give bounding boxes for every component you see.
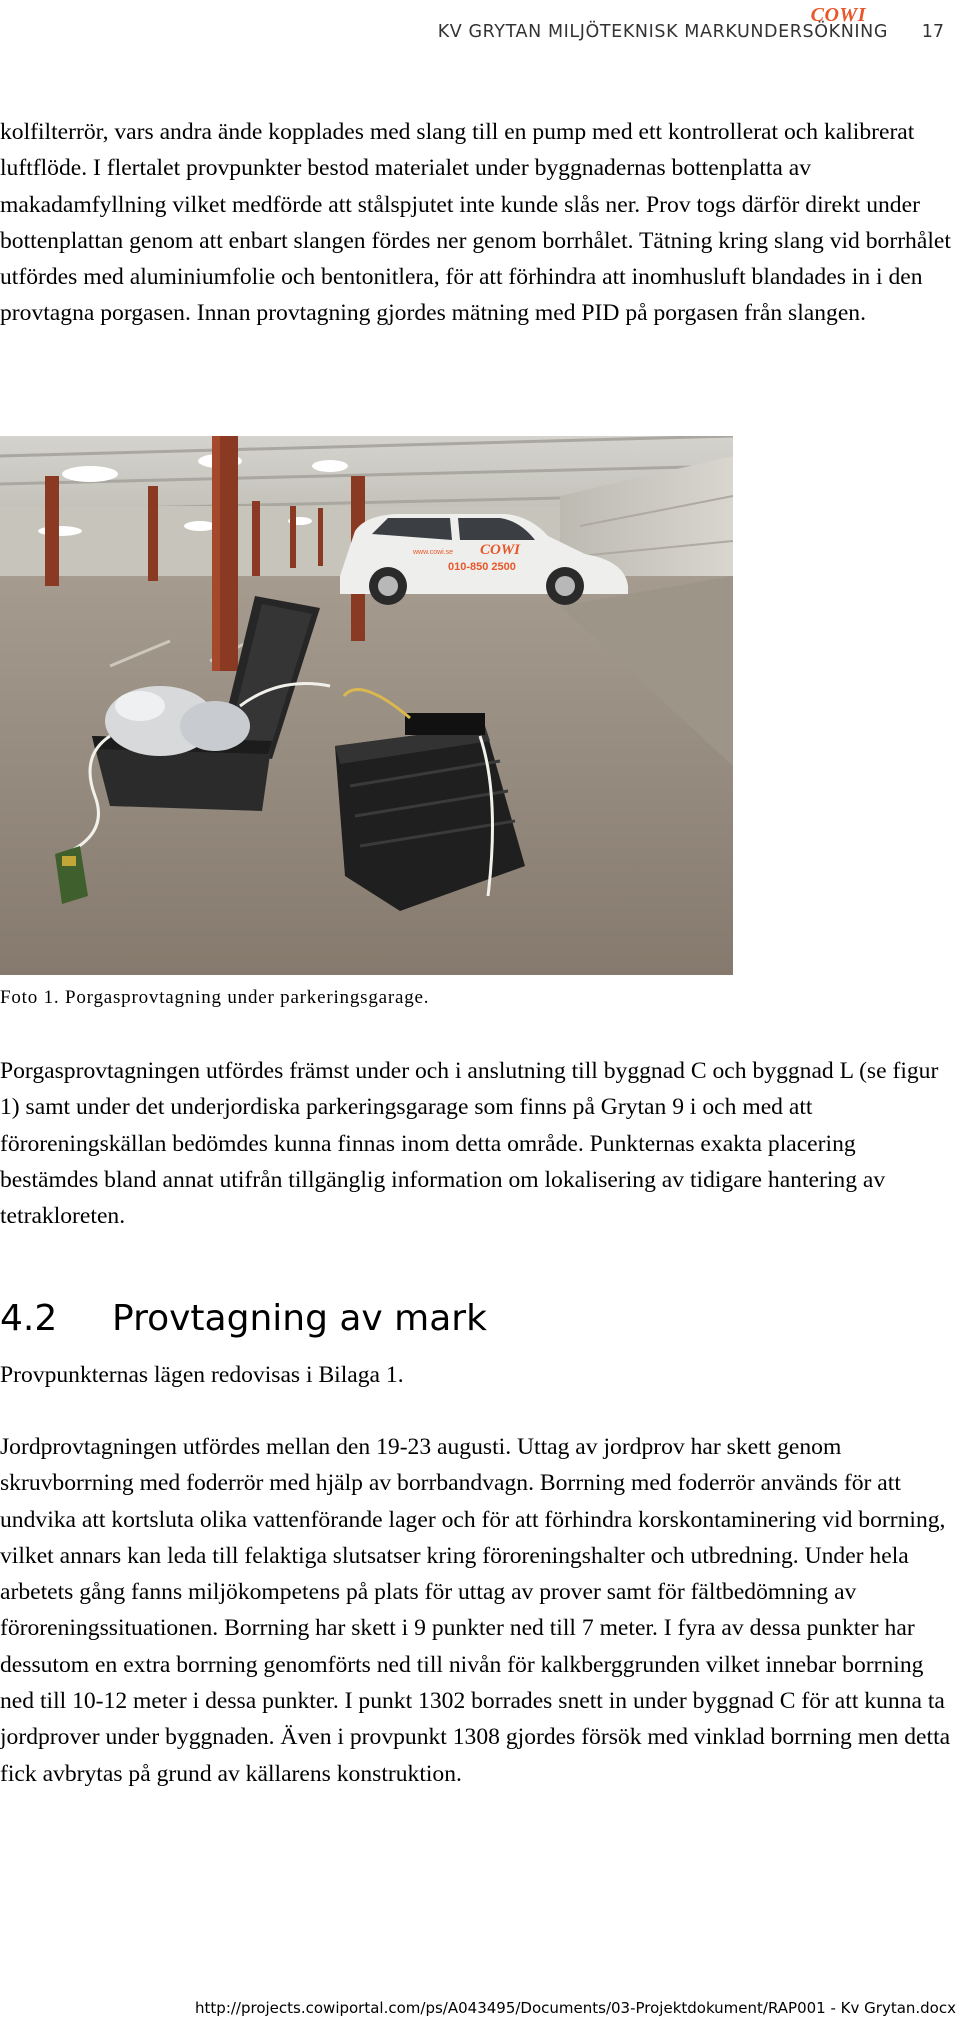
- car-phone: 010-850 2500: [448, 561, 516, 573]
- parking-garage-photo: [0, 436, 733, 975]
- photo-porgas-sampling: [0, 436, 733, 975]
- header-title: KV GRYTAN MILJÖTEKNISK MARKUNDERSÖKNING: [437, 22, 888, 42]
- paragraph-2: Porgasprovtagningen utfördes främst under och i anslutning till byggnad C och byggnad L (se figur 1) samt under det underjordiska parkeringsgarage som finns på Grytan 9 i och med att föroreningskällan bedömdes kunna finnas inom detta område. Punkternas exakta placering bestämdes bland annat utifrån tillgänglig information om lokalisering av tidigare hantering av tetrakloreten.: [0, 1058, 939, 1230]
- cowi-logo: COWI: [810, 4, 866, 26]
- car-logo: COWI: [480, 542, 521, 558]
- paragraph-4-text: Jordprovtagningen utfördes mellan den 19-23 augusti. Uttag av jordprov har skett genom skruvborrning med foderrör med hjälp av borrbandvagn. Borrning med foderrör används för att undvika att kortsluta olika vattenförande lager och för att förhindra korskontaminering vid borrning, vilket annars kan leda till felaktiga slutsatser kring föroreningshalter och utbredning. Under hela arbetets gång fanns miljökompetens på plats för uttag av prover samt för fältbedömning av föroreningssituationen. Borrning har skett i 9 punkter ned till 7 meter. I fyra av dessa punkter har dessutom en extra borrning genomförts ned till nivån för kalkberggrunden vilket innebar borrning ned till 10-12 meter i dessa punkter. I punkt 1302 borrades snett in under byggnad C för att kunna ta jordprover under byggnaden. Även i provpunkt 1308 gjordes försök med vinklad borrning men detta fick avbrytas på grund av källarens konstruktion.: [0, 1434, 951, 1787]
- section-heading: [0, 1298, 487, 1339]
- car-web: www.cowi.se: [413, 549, 454, 556]
- page-header: [0, 4, 952, 52]
- paragraph-1: kolfilterrör, vars andra ände kopplades med slang till en pump med ett kontrollerat och kalibrerat luftflöde. I flertalet provpunkter bestod materialet under byggnadernas bottenplatta av makadamfyllning vilket medförde att stålspjutet inte kunde slås ner. Prov togs därför direkt under bottenplattan genom att enbart slangen fördes ner genom borrhålet. Tätning kring slang vid borrhålet utfördes med aluminiumfolie och bentonitlera, för att förhindra att inomhusluft blandades in i den provtagna porgasen. Innan provtagning gjordes mätning med PID på porgasen från slangen.: [0, 119, 951, 327]
- paragraph-3: Provpunkternas lägen redovisas i Bilaga 1.: [0, 1362, 404, 1388]
- section-title: Provtagning av mark: [112, 1298, 487, 1339]
- paragraph-4: [0, 1429, 956, 1792]
- photo-caption: Foto 1. Porgasprovtagning under parkeringsgarage.: [0, 987, 430, 1008]
- page-number: 17: [921, 22, 944, 42]
- section-number: 4.2: [0, 1298, 58, 1339]
- footer-url[interactable]: http://projects.cowiportal.com/ps/A043495/Documents/03-Projektdokument/RAP001 - Kv Grytan.docx: [195, 1999, 956, 2017]
